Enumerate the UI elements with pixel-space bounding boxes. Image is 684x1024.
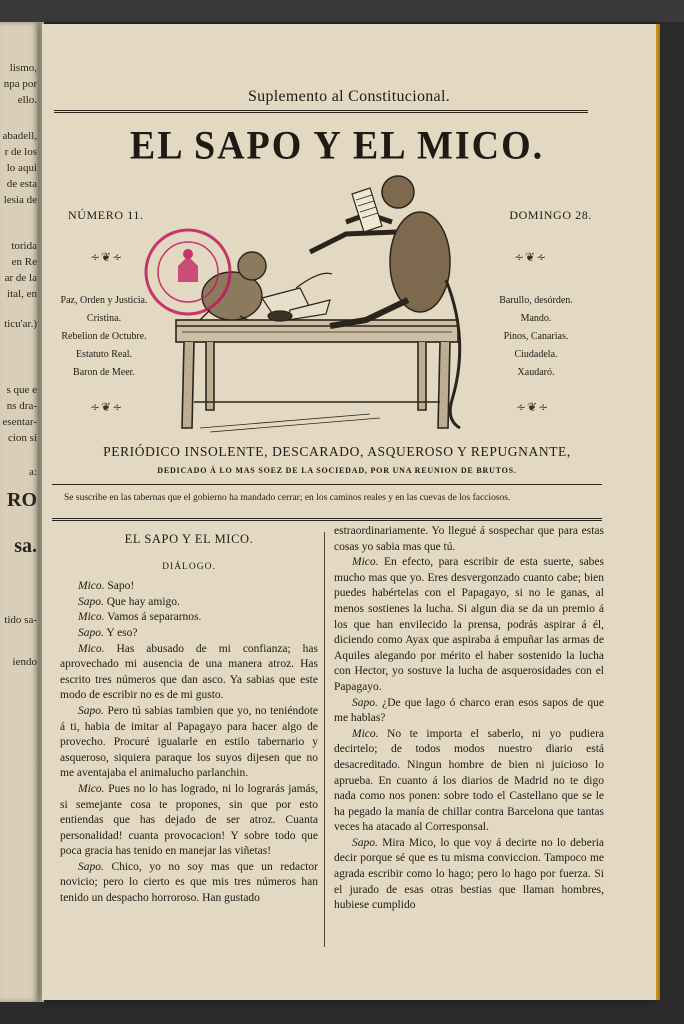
newspaper-page (42, 24, 656, 1000)
left-page-text: torida (11, 240, 37, 252)
speaker-name: Sapo. (78, 860, 104, 873)
dialogue-text: Chico, yo no soy mas que un redactor novicio; pero lo cierto es que mis tres números han tenido un despacho horroroso. Han gustado (60, 860, 318, 905)
left-page-text: cion si (7, 432, 37, 444)
left-page-text: s que e (6, 384, 37, 396)
left-page-text: iendo (12, 656, 37, 668)
motto: Cristina. (86, 313, 122, 324)
ornament-icon: ∻❦∻ (90, 400, 124, 414)
speaker-name: Mico. (78, 611, 105, 624)
dialogue-paragraph (60, 642, 318, 704)
article-column-left (60, 532, 318, 907)
monkey-figure (310, 176, 460, 428)
motto: Ciudadela. (514, 349, 558, 360)
dialogue-paragraph (60, 626, 318, 642)
motto: Barullo, desórden. (499, 295, 573, 306)
dialogue-text: No te importa el saberlo, ni yo pudiera decirtelo; de todos modos nuestro diario está desacreditado. Ningun hombre de bien ni juicioso lo aprueba. En cuanto á los diarios de Madrid no te digo nada como nos ponen: sobre todo el Castellano que se le ha pegado la manía de chillar contra Barcelona que tantas veces ha atacado al Corresponsal. (334, 727, 604, 834)
left-page-text: ar de la (4, 272, 37, 284)
newspaper-subtitle: PERIÓDICO INSOLENTE, DESCARADO, ASQUEROSO Y REPUGNANTE, (103, 444, 571, 459)
left-page-text: sa. (14, 535, 37, 557)
left-page-text: de esta (6, 178, 37, 190)
dialogue-paragraph (60, 579, 318, 595)
speaker-name: Mico. (352, 727, 379, 740)
subscription-notice: Se suscribe en las tabernas que el gobierno ha mandado cerrar; en los caminos reales y en las cuevas de los facciosos. (64, 493, 511, 503)
motto: Paz, Orden y Justicia. (60, 295, 148, 306)
supplement-line: Suplemento al Constitucional. (247, 88, 450, 105)
dialogue-paragraph (334, 524, 604, 555)
dialogue-text: Sapo! (104, 580, 135, 593)
dialogue-paragraph (334, 727, 604, 836)
left-page-text: lo aqui (6, 162, 37, 174)
left-page-text: ns dra- (6, 400, 37, 412)
issue-number: NÚMERO 11. (68, 208, 144, 222)
mottos-right (480, 292, 592, 382)
motto: Baron de Meer. (73, 367, 135, 378)
dialogue-text: Que hay amigo. (103, 595, 180, 608)
dialogue-text: Mira Mico, lo que voy á decirte no lo deberia decir porque sé que es tu misma conviccion. Tampoco me agrada escribir como lo hago; pero lo hago por fuerza. Si el jurado de esas otras bestias que llaman hombres, hubiese cumplido (334, 836, 604, 912)
dialogue-text: Y eso? (103, 626, 138, 639)
article-column-right (334, 524, 604, 914)
scanner-background (0, 0, 684, 22)
dialogue-paragraph (60, 782, 318, 860)
dedication-line: DEDICADO Á LO MAS SOEZ DE LA SOCIEDAD, POR UNA REUNION DE BRUTOS. (157, 466, 517, 475)
dialogue-text: Vamos á separarnos. (104, 611, 202, 624)
dialogue-paragraph (60, 704, 318, 782)
left-page-text: RO (7, 489, 37, 511)
dialogue-paragraph (334, 836, 604, 914)
ornament-icon: ∻❦∻ (90, 250, 124, 264)
dialogue-text: Pero tú sabias tambien que yo, no teniéndote á ti, habia de imitar al Papagayo para hacer algo de provecho. Procuré igualarle en estilo tabernario y asqueroso, siquiera paraque los suyos dijesen que no me aventajaba el animalucho parlanchin. (60, 704, 318, 780)
rule (52, 518, 602, 521)
speaker-name: Sapo. (352, 696, 378, 709)
speaker-name: Sapo. (78, 595, 104, 608)
dialogue-paragraph (334, 555, 604, 695)
ornament-icon: ∻❦∻ (514, 250, 548, 264)
speaker-name: Sapo. (352, 836, 378, 849)
article-subtitle: DIÁLOGO. (162, 561, 216, 572)
dialogue-paragraph (60, 860, 318, 907)
adjacent-page-fragment (0, 22, 40, 1002)
speaker-name: Sapo. (78, 704, 104, 717)
motto: Rebelion de Octubre. (61, 331, 147, 342)
speaker-name: Mico. (78, 642, 105, 655)
left-page-text: en Re (11, 256, 37, 268)
ornament-icon: ∻❦∻ (516, 400, 550, 414)
dialogue-text: Has abusado de mi confianza; has aprovechado mi ausencia de una manera atroz. Has escrito tres números que dan asco. Ya sabias que este modo de escribir no es de mi gusto. (60, 642, 318, 702)
speaker-name: Mico. (78, 580, 105, 593)
left-page-text: r de los (4, 146, 37, 158)
library-stamp-icon (142, 226, 234, 318)
motto: Mando. (520, 313, 552, 324)
dialogue-text: estraordinariamente. Yo llegué á sospechar que para estas cosas yo sabia mas que tú. (334, 525, 604, 553)
speaker-name: Mico. (78, 782, 105, 795)
dialogue-text: ¿De que lago ó charco eran esos sapos de que me hablas? (334, 696, 604, 725)
speaker-name: Sapo. (78, 626, 104, 639)
left-page-text: esentar- (2, 416, 37, 428)
dialogue-text: En efecto, para escribir de esta suerte, sabes mucho mas que yo. Eres desvergonzado cuanto cabe; bien puedes habértelas con el Papagayo, si no le ganas, al menos sostienes la lucha. Si algun dia se da un premio á los que han envilecido la prensa, podrás aspirar á él, diciendo como Ayax que aspiraba á empuñar las armas de Aquiles alegando por mérito el haber sostenido la lucha con Hector, yo sostuve la lucha de asquerosidades con el Papagayo. (334, 556, 604, 693)
speaker-name: Mico. (352, 556, 379, 569)
motto: Estatuto Real. (75, 349, 133, 360)
dialogue-paragraph (60, 595, 318, 611)
left-page-text: abadell, (2, 130, 37, 142)
left-page-text: lismo, (9, 62, 37, 74)
left-page-text: ello. (17, 94, 37, 106)
motto: Xaudaró. (517, 367, 555, 378)
masthead-title: EL SAPO Y EL MICO. (129, 123, 545, 169)
rule (52, 484, 602, 485)
left-page-text: npa por (3, 78, 37, 90)
dialogue-paragraph (60, 610, 318, 626)
left-page-text: a: (29, 466, 37, 478)
left-page-text: lesia de (3, 194, 37, 206)
column-divider (324, 532, 325, 947)
left-page-text: ticu'ar.) (4, 318, 37, 330)
left-page-text: tido sa- (4, 614, 37, 626)
left-page-text: ital, en (7, 288, 37, 300)
dialogue-paragraph (334, 696, 604, 727)
article-title: EL SAPO Y EL MICO. (124, 532, 254, 546)
issue-day: DOMINGO 28. (509, 208, 592, 222)
motto: Pinos, Canarias. (503, 331, 569, 342)
top-rule (54, 110, 588, 113)
dialogue-text: Pues no lo has logrado, ni lo lograrás jamás, si semejante cosa te propones, sin que por esto entiendas que has dejado de ser atroz. Cuanta personalidad! cuanta provocacion! Y sobre todo que poca gracia has tenido en manejar las viñetas! (60, 782, 318, 858)
